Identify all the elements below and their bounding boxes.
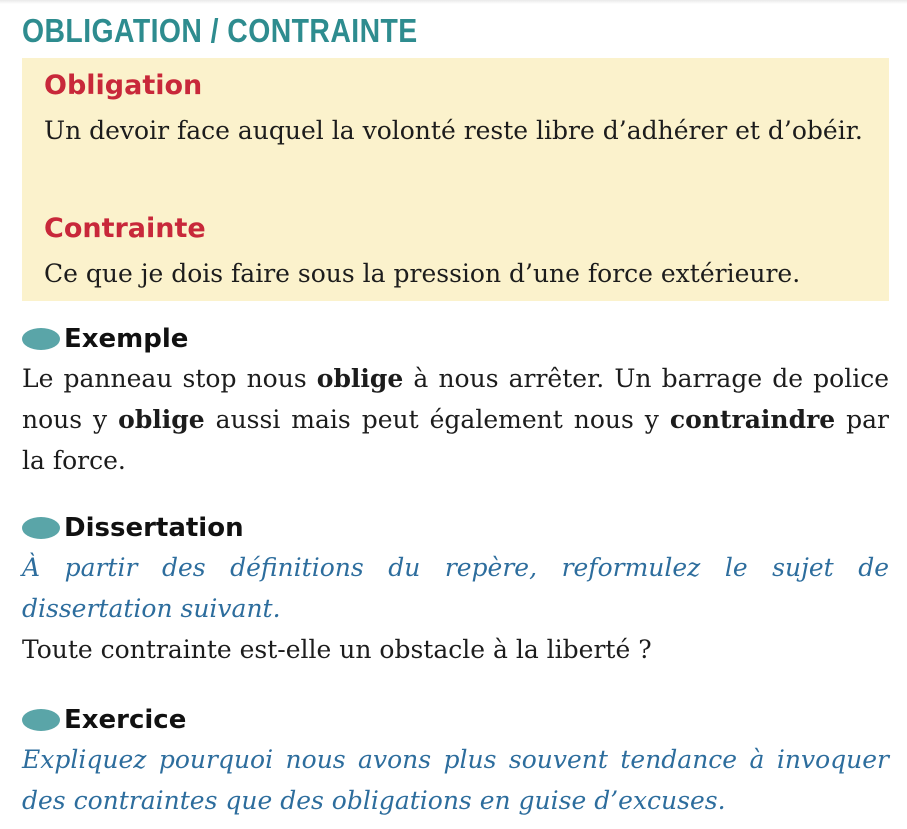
bullet-icon [22,328,60,350]
example-keyword: oblige [316,364,404,393]
definition-obligation: Un devoir face auquel la volonté reste libre d’adhérer et d’obéir. [44,116,863,145]
bullet-icon [22,709,60,731]
exercise-instruction: Expliquez pourquoi nous avons plus souvent tendance à invoquer des contraintes que des obligations en guise d’excuses. [22,745,889,815]
example-heading: Exemple [64,324,189,354]
dissertation-section [22,511,889,670]
top-divider [0,0,907,4]
definitions-box [22,58,889,301]
exercise-heading: Exercice [64,705,187,735]
definition-contrainte: Ce que je dois faire sous la pression d’une force extérieure. [44,259,801,288]
example-text-part: à nous arrêter. Un barrage de police nous y [22,364,889,434]
example-text-part: aussi mais peut également nous y [204,405,670,434]
page-title: OBLIGATION / CONTRAINTE [22,12,418,49]
example-text-part: Le panneau stop nous [22,364,317,393]
example-keyword: oblige [118,405,205,434]
bullet-icon [22,517,60,539]
dissertation-subject: Toute contrainte est-elle un obstacle à la liberté ? [22,635,652,664]
term-contrainte: Contrainte [44,213,206,244]
example-text [22,358,889,481]
dissertation-instruction: À partir des définitions du repère, reformulez le sujet de dissertation suivant. [22,553,889,623]
example-section [22,322,889,481]
dissertation-heading: Dissertation [64,513,244,543]
example-keyword: contraindre [669,405,836,434]
example-text-part: par la force. [22,405,889,475]
exercise-section [22,703,889,821]
term-obligation: Obligation [44,70,203,101]
